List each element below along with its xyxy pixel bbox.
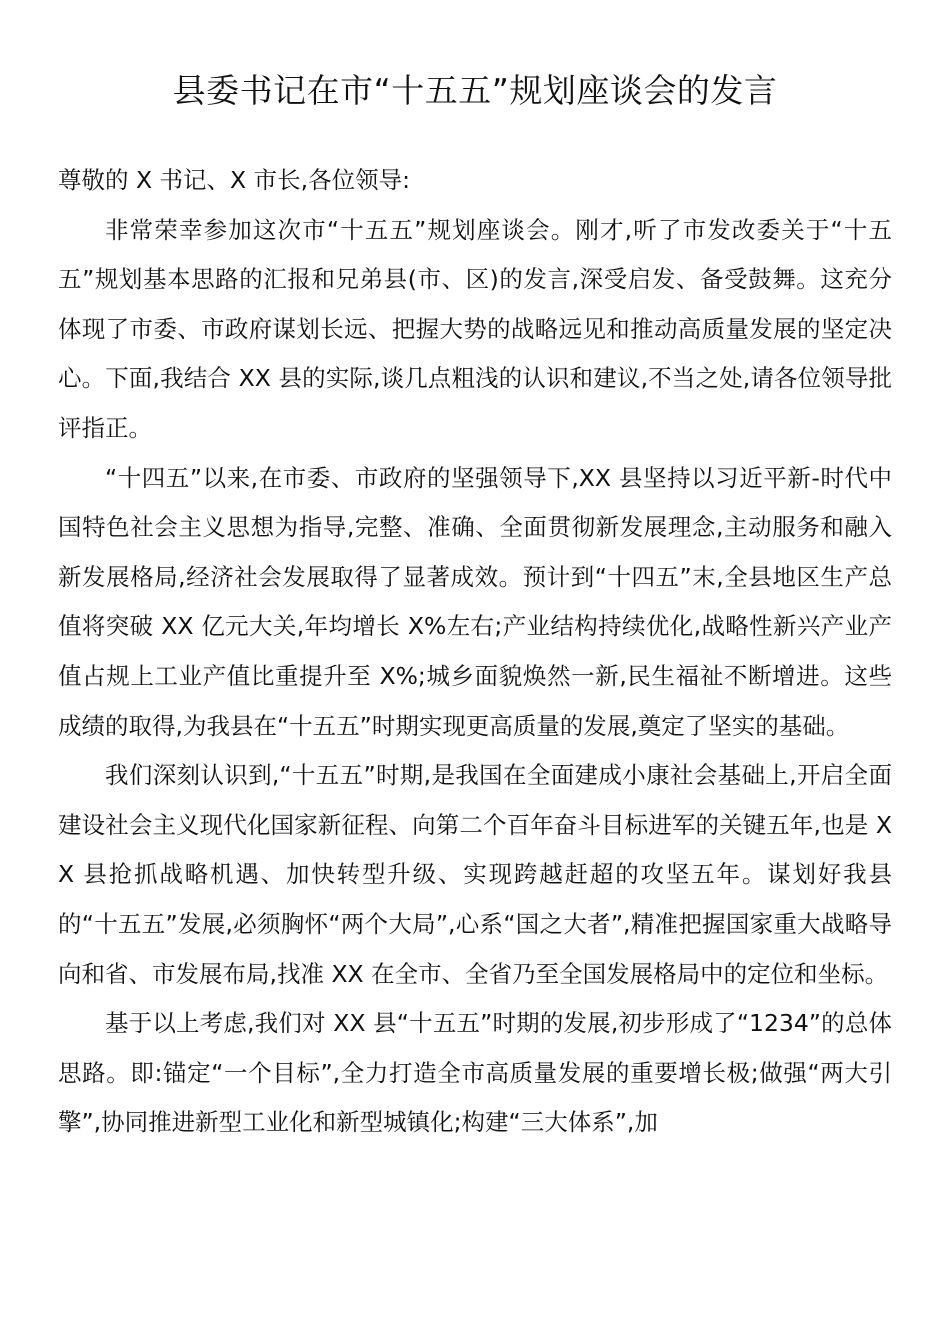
paragraph-3: 我们深刻认识到,“十五五”时期,是我国在全面建成小康社会基础上,开启全面建设社会主义现代化国家新征程、向第二个百年奋斗目标进军的关键五年,也是 XX 县抢抓战略机遇、加快转型升级、实现跨越赶超的攻坚五年。谋划好我县的“十五五”发展,必须胸怀“两个大局”,心系“国之大者”,精准把握国家重大战略导向和省、市发展布局,找准 XX 在全市、全省乃至全国发展格局中的定位和坐标。: [58, 761, 892, 988]
salutation: 尊敬的 X 书记、X 市长,各位领导:: [58, 166, 410, 194]
document-title: 县委书记在市“十五五”规划座谈会的发言: [172, 71, 778, 110]
paragraph-2: “十四五”以来,在市委、市政府的坚强领导下,XX 县坚持以习近平新-时代中国特色社会主义思想为指导,完整、准确、全面贯彻新发展理念,主动服务和融入新发展格局,经济社会发展取得了显著成效。预计到“十四五”末,全县地区生产总值将突破 XX 亿元大关,年均增长 X%左右;产业结构持续优化,战略性新兴产业产值占规上工业产值比重提升至 X%;城乡面貌焕然一新,民生福祉不断增进。这些成绩的取得,为我县在“十五五”时期实现更高质量的发展,奠定了坚实的基础。: [58, 463, 892, 740]
paragraph-4: 基于以上考虑,我们对 XX 县“十五五”时期的发展,初步形成了“1234”的总体思路。即:锚定“一个目标”,全力打造全市高质量发展的重要增长极;做强“两大引擎”,协同推进新型工业化和新型城镇化;构建“三大体系”,加: [58, 1009, 892, 1137]
paragraph-1: 非常荣幸参加这次市“十五五”规划座谈会。刚才,听了市发改委关于“十五五”规划基本思路的汇报和兄弟县(市、区)的发言,深受启发、备受鼓舞。这充分体现了市委、市政府谋划长远、把握大势的战略远见和推动高质量发展的坚定决心。下面,我结合 XX 县的实际,谈几点粗浅的认识和建议,不当之处,请各位领导批评指正。: [58, 215, 892, 442]
